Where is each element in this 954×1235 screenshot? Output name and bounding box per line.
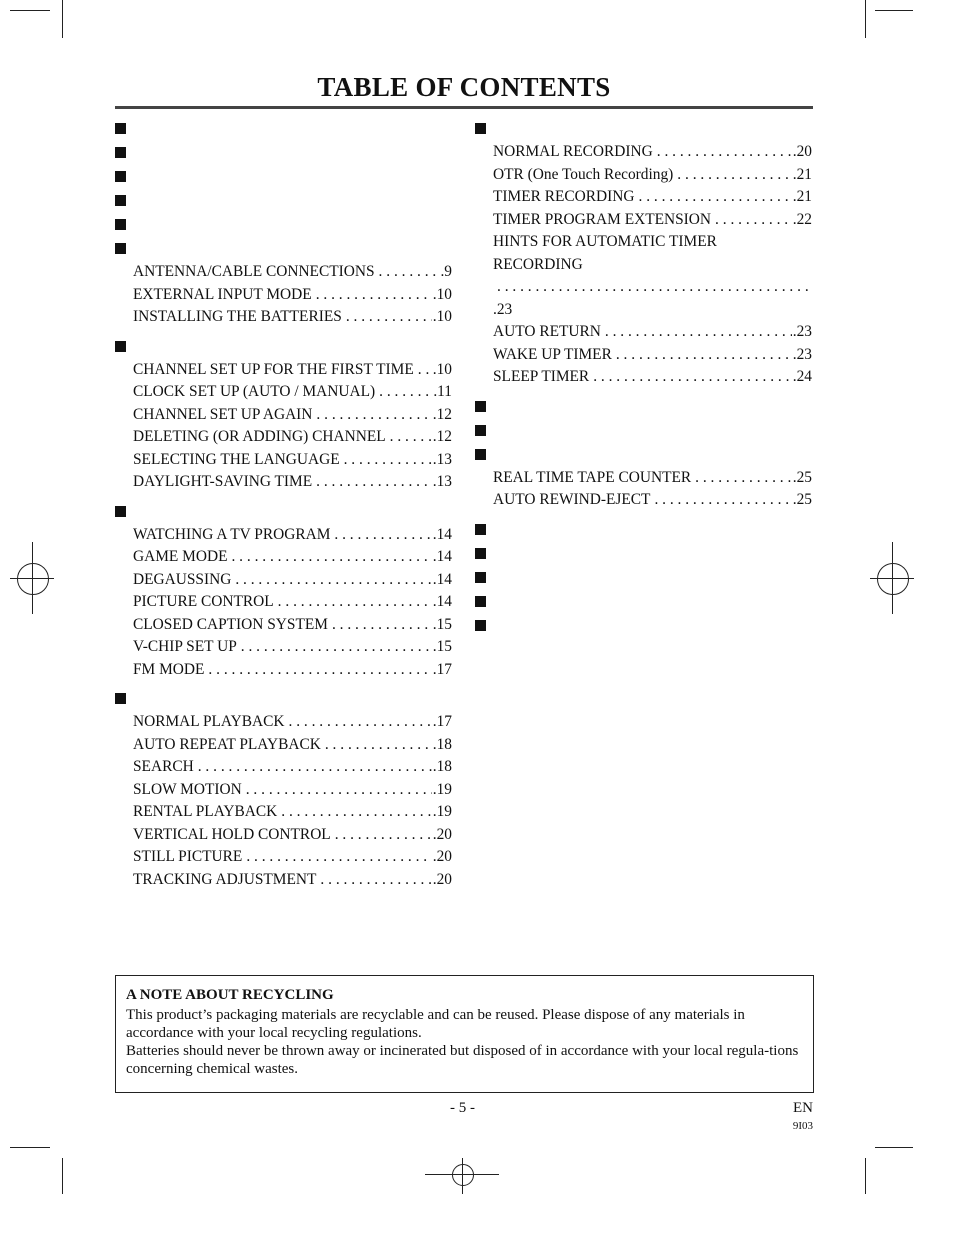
toc-entry-label: SLEEP TIMER [493, 368, 590, 385]
toc-entry [493, 186, 812, 209]
toc-entry-page: .25 [792, 468, 812, 486]
toc-entry [493, 366, 812, 389]
toc-entry-label: RENTAL PLAYBACK [133, 803, 278, 820]
dot-leader [344, 449, 432, 472]
toc-entry-label: AUTO RETURN [493, 323, 601, 340]
toc-entry-label: WAKE UP TIMER [493, 345, 612, 363]
dot-leader [418, 359, 432, 382]
toc-entry-label: SEARCH [133, 758, 194, 775]
toc-entry-page: .22 [792, 210, 812, 228]
toc-section [475, 524, 812, 535]
toc-entry-page: .19 [432, 803, 452, 820]
toc-entry [133, 779, 452, 802]
square-bullet-icon [475, 425, 486, 436]
toc-entry [133, 261, 452, 284]
dot-leader [289, 711, 432, 734]
square-bullet-icon [475, 401, 486, 412]
toc-entry-label: EXTERNAL INPUT MODE [133, 285, 312, 303]
toc-entry-label: TRACKING ADJUSTMENT [133, 870, 317, 888]
toc-entry-label: DEGAUSSING [133, 570, 232, 588]
toc-entry-page: .13 [432, 450, 452, 468]
toc-section [115, 147, 452, 158]
toc-section [115, 219, 452, 230]
toc-section [475, 548, 812, 559]
toc-section [475, 123, 812, 389]
toc-entry [133, 306, 452, 329]
dot-leader [593, 366, 792, 389]
toc-section [475, 401, 812, 412]
dot-leader [616, 344, 792, 367]
toc-entry-label: NORMAL RECORDING [493, 143, 653, 160]
toc-entry-page: .21 [792, 188, 812, 205]
square-bullet-icon [475, 572, 486, 583]
toc-section [115, 243, 452, 329]
toc-entry-label: DELETING (OR ADDING) CHANNEL [133, 428, 386, 445]
toc-entry [133, 359, 452, 382]
dot-leader [390, 426, 432, 449]
toc-section [115, 341, 452, 494]
square-bullet-icon [475, 123, 486, 134]
toc-entry [133, 404, 452, 427]
toc-entry-label: AUTO REWIND-EJECT [493, 491, 651, 508]
toc-left-column [115, 118, 452, 903]
toc-item-list [133, 524, 452, 682]
toc-entry-page: .14 [432, 548, 452, 565]
toc-item-list [493, 467, 812, 512]
note-paragraph: Batteries should never be thrown away or incinerated but disposed of in accordance with your local regula-tions concerning chemical wastes. [126, 1043, 799, 1077]
toc-entry [133, 756, 452, 779]
dot-leader [241, 636, 432, 659]
toc-entry-page: .17 [432, 660, 452, 678]
dot-leader [316, 471, 432, 494]
toc-entry-label: V-CHIP SET UP [133, 638, 237, 655]
toc-entry-label: GAME MODE [133, 548, 228, 565]
toc-entry [493, 231, 812, 321]
toc-section [475, 596, 812, 607]
dot-leader [677, 164, 791, 187]
crop-mark [865, 0, 866, 38]
toc-entry [133, 801, 452, 824]
toc-entry [493, 209, 812, 232]
toc-entry [133, 614, 452, 637]
dot-leader [497, 276, 811, 299]
square-bullet-icon [115, 506, 126, 517]
crop-mark [875, 1147, 913, 1148]
dot-leader [605, 321, 792, 344]
toc-entry-label: VERTICAL HOLD CONTROL [133, 825, 331, 843]
toc-entry-label: TIMER PROGRAM EXTENSION [493, 210, 712, 228]
square-bullet-icon [475, 620, 486, 631]
toc-entry-label: CHANNEL SET UP AGAIN [133, 405, 313, 423]
square-bullet-icon [115, 147, 126, 158]
toc-entry-page: .15 [432, 615, 452, 633]
dot-leader [654, 489, 791, 512]
crop-mark [10, 1147, 50, 1148]
registration-circle [877, 563, 909, 595]
toc-entry-page: .23 [792, 323, 812, 340]
toc-entry [493, 321, 812, 344]
square-bullet-icon [115, 195, 126, 206]
crop-mark [62, 0, 63, 38]
toc-entry [133, 471, 452, 494]
dot-leader [346, 306, 432, 329]
toc-section [115, 171, 452, 182]
toc-section [475, 449, 812, 512]
toc-entry [133, 284, 452, 307]
toc-entry [133, 591, 452, 614]
dot-leader [231, 546, 431, 569]
dot-leader [316, 284, 432, 307]
toc-entry [133, 524, 452, 547]
page-number: - 5 - [450, 1100, 475, 1116]
square-bullet-icon [115, 341, 126, 352]
dot-leader [246, 779, 432, 802]
toc-entry-label: FM MODE [133, 660, 205, 678]
toc-entry [133, 711, 452, 734]
toc-entry [133, 381, 452, 404]
toc-entry-label: CHANNEL SET UP FOR THE FIRST TIME [133, 360, 414, 378]
dot-leader [316, 404, 431, 427]
toc-section [115, 195, 452, 206]
toc-entry-page: .14 [432, 525, 452, 543]
title-rule [115, 106, 813, 109]
toc-entry-label: REAL TIME TAPE COUNTER [493, 468, 692, 486]
toc-entry-page: .13 [432, 473, 452, 490]
dot-leader [335, 824, 432, 847]
crop-mark [865, 1158, 866, 1194]
toc-entry-label: SLOW MOTION [133, 780, 242, 798]
toc-entry-label-continued: RECORDING [493, 255, 583, 273]
toc-entry-page: .23 [493, 300, 513, 318]
dot-leader [325, 734, 432, 757]
toc-item-list [133, 359, 452, 494]
toc-entry [133, 426, 452, 449]
toc-section [115, 506, 452, 682]
toc-entry [493, 467, 812, 490]
toc-entry-label: HINTS FOR AUTOMATIC TIMER [493, 233, 717, 250]
toc-entry-page: .10 [432, 285, 452, 303]
dot-leader [657, 141, 792, 164]
toc-section [475, 620, 812, 631]
dot-leader [334, 524, 431, 547]
recycling-note-box [115, 975, 814, 1093]
note-paragraph: This product’s packaging materials are recyclable and can be reused. Please dispose of any materials in accordance with your local recycling regulations. [126, 1007, 745, 1041]
toc-entry-label: DAYLIGHT-SAVING TIME [133, 473, 313, 490]
toc-entry-page: .20 [432, 848, 452, 865]
dot-leader [246, 846, 431, 869]
toc-entry-page: .24 [792, 368, 812, 385]
square-bullet-icon [475, 449, 486, 460]
crop-mark [875, 10, 913, 11]
toc-entry [133, 636, 452, 659]
toc-entry-label: PICTURE CONTROL [133, 593, 274, 610]
toc-right-column [475, 118, 812, 644]
toc-item-list [133, 711, 452, 891]
document-code: 9I03 [792, 1120, 813, 1132]
dot-leader [639, 186, 792, 209]
toc-entry [493, 344, 812, 367]
toc-entry-page: .12 [432, 428, 452, 445]
square-bullet-icon [115, 243, 126, 254]
toc-entry [133, 846, 452, 869]
toc-entry-page: .21 [792, 165, 812, 183]
toc-entry-page: .20 [792, 143, 812, 160]
toc-entry-label: ANTENNA/CABLE CONNECTIONS [133, 263, 375, 280]
toc-entry [493, 489, 812, 512]
toc-entry-label: CLOCK SET UP (AUTO / MANUAL) [133, 383, 376, 400]
toc-entry-page: .12 [432, 405, 452, 423]
toc-entry [133, 659, 452, 682]
dot-leader [379, 381, 432, 404]
dot-leader [208, 659, 431, 682]
registration-circle [452, 1164, 474, 1186]
language-code: EN [793, 1100, 813, 1116]
dot-leader [235, 569, 431, 592]
note-heading: A NOTE ABOUT RECYCLING [126, 987, 334, 1003]
crop-mark [10, 10, 50, 11]
toc-entry-page: .11 [433, 383, 452, 400]
toc-entry-page: .9 [440, 263, 452, 280]
toc-entry [133, 734, 452, 757]
square-bullet-icon [115, 219, 126, 230]
toc-entry-page: .17 [432, 713, 452, 730]
toc-entry [133, 546, 452, 569]
toc-entry-page: .14 [432, 570, 452, 588]
dot-leader [379, 261, 440, 284]
toc-item-list [133, 261, 452, 329]
toc-entry [133, 569, 452, 592]
square-bullet-icon [115, 171, 126, 182]
square-bullet-icon [115, 693, 126, 704]
toc-section [475, 572, 812, 583]
square-bullet-icon [475, 596, 486, 607]
toc-entry-label: TIMER RECORDING [493, 188, 635, 205]
toc-entry-label: STILL PICTURE [133, 848, 243, 865]
toc-entry-page: .25 [792, 491, 812, 508]
toc-entry [133, 824, 452, 847]
dot-leader [715, 209, 792, 232]
toc-entry-page: .20 [432, 870, 452, 888]
toc-entry [493, 164, 812, 187]
crop-mark [62, 1158, 63, 1194]
toc-entry-label: WATCHING A TV PROGRAM [133, 525, 331, 543]
square-bullet-icon [115, 123, 126, 134]
dot-leader [281, 801, 431, 824]
toc-section [115, 693, 452, 891]
toc-entry-page: .19 [432, 780, 452, 798]
toc-section [475, 425, 812, 436]
toc-entry [133, 869, 452, 892]
toc-entry-page: .20 [432, 825, 452, 843]
square-bullet-icon [475, 524, 486, 535]
dot-leader [198, 756, 432, 779]
toc-item-list [493, 141, 812, 389]
toc-entry [493, 141, 812, 164]
toc-section [115, 123, 452, 134]
dot-leader [320, 869, 431, 892]
square-bullet-icon [475, 548, 486, 559]
toc-entry-page: .18 [432, 758, 452, 775]
toc-entry-label: OTR (One Touch Recording) [493, 165, 674, 183]
registration-circle [17, 563, 49, 595]
toc-entry-page: .10 [432, 308, 452, 325]
toc-entry [133, 449, 452, 472]
toc-entry-page: .14 [432, 593, 452, 610]
page-title: TABLE OF CONTENTS [317, 72, 611, 102]
toc-entry-page: .15 [432, 638, 452, 655]
dot-leader [332, 614, 432, 637]
toc-entry-label: SELECTING THE LANGUAGE [133, 450, 340, 468]
toc-entry-page: .18 [432, 735, 452, 753]
toc-entry-label: INSTALLING THE BATTERIES [133, 308, 342, 325]
toc-entry-page: .10 [432, 360, 452, 378]
toc-entry-label: NORMAL PLAYBACK [133, 713, 285, 730]
dot-leader [695, 467, 792, 490]
toc-entry-label: CLOSED CAPTION SYSTEM [133, 615, 328, 633]
toc-entry-page: .23 [792, 345, 812, 363]
toc-entry-label: AUTO REPEAT PLAYBACK [133, 735, 321, 753]
dot-leader [278, 591, 432, 614]
